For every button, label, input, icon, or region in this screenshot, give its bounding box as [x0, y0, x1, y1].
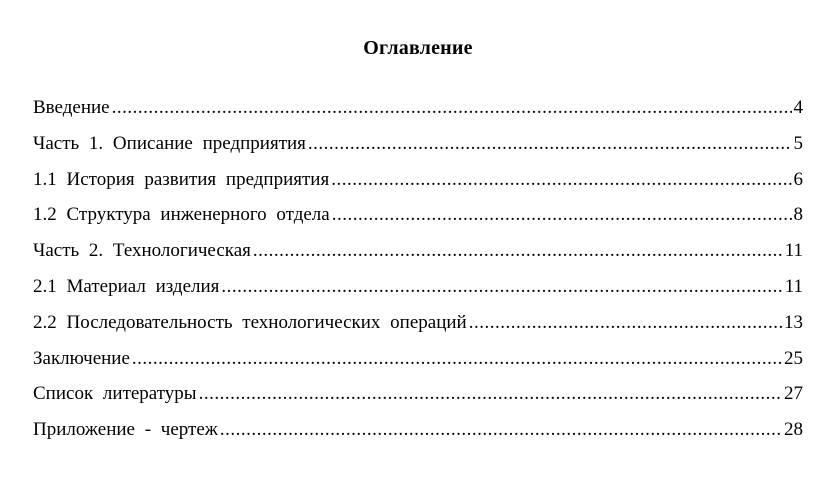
- toc-entry-1-1: [33, 167, 803, 203]
- toc-page-number: 11: [784, 275, 803, 297]
- toc-page-number: 13: [784, 311, 803, 333]
- toc-entry-text: 1.1 История развития предприятия: [33, 168, 330, 190]
- toc-entry-text: Заключение: [33, 347, 130, 369]
- toc-entry-text: Введение: [33, 97, 110, 118]
- toc-page-number: 5: [793, 132, 803, 154]
- toc-entry-text: 2.1 Материал изделия: [33, 275, 220, 297]
- toc-dot-leader: [331, 167, 791, 193]
- toc-entry-text: Часть 2. Технологическая: [33, 240, 251, 262]
- toc-entry-text: Часть 1. Описание предприятия: [33, 132, 306, 154]
- toc-page-number: 25: [784, 347, 803, 369]
- toc-page-number: 4: [793, 97, 803, 118]
- toc-dot-leader: [469, 310, 782, 336]
- toc-entry-2-1: [33, 274, 803, 310]
- toc-dot-leader: [332, 202, 792, 228]
- toc-page-number: 8: [793, 204, 803, 226]
- toc-entry-text: Список литературы: [33, 383, 197, 405]
- toc-entry-part-2: [33, 238, 803, 274]
- toc-title: Оглавление: [363, 37, 473, 59]
- toc-page-number: 6: [793, 168, 803, 190]
- toc-dot-leader: [308, 131, 792, 157]
- toc-entry-appendix: [33, 417, 803, 453]
- toc-dot-leader: [221, 274, 782, 300]
- toc-page-number: 27: [784, 383, 803, 405]
- toc-entry-2-2: [33, 310, 803, 346]
- toc-dot-leader: [220, 417, 782, 443]
- toc-dot-leader: [112, 95, 792, 121]
- toc-dot-leader: [132, 346, 782, 372]
- toc-entry-conclusion: [33, 346, 803, 382]
- toc-entry-text: Приложение - чертеж: [33, 419, 218, 441]
- toc-entry-introduction: [33, 95, 803, 131]
- toc-entry-1-2: [33, 202, 803, 238]
- toc-page-number: 11: [784, 240, 803, 262]
- toc-entry-text: 1.2 Структура инженерного отдела: [33, 204, 330, 226]
- toc-dot-leader: [199, 381, 782, 407]
- toc-list: [33, 95, 803, 453]
- toc-entry-references: [33, 381, 803, 417]
- toc-entry-text: 2.2 Последовательность технологических операций: [33, 311, 467, 333]
- toc-dot-leader: [253, 238, 783, 264]
- toc-entry-part-1: [33, 131, 803, 167]
- toc-page-number: 28: [784, 419, 803, 441]
